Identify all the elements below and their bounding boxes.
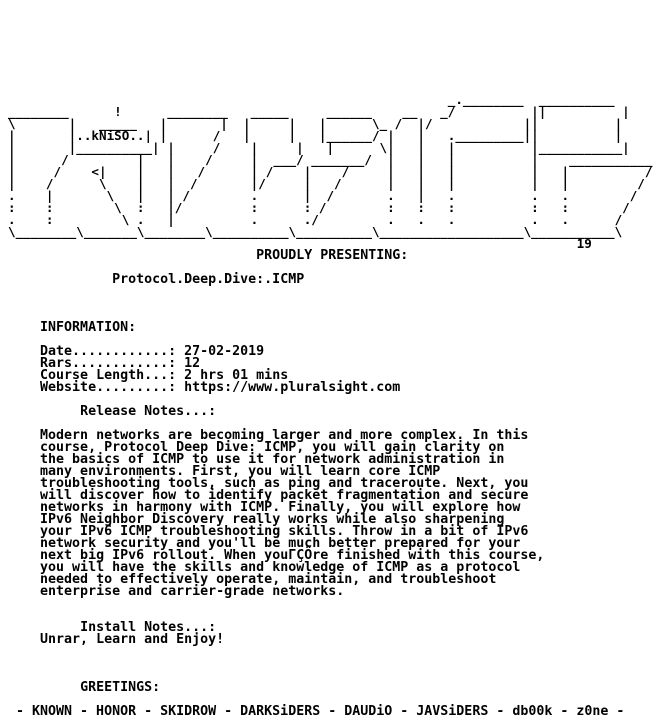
release-notes-line: your IPv6 ICMP troubleshooting skills. Throw in a bit of IPv6: [40, 524, 529, 539]
nfo-text: [8, 94, 652, 718]
info-website: Website.........: https://www.pluralsight.com: [40, 380, 401, 395]
release-notes-line: enterprise and carrier-grade networks.: [40, 584, 345, 599]
blank-line: [8, 298, 652, 310]
ascii-art-line: . : \ . | . ./ . . . . . /: [8, 212, 623, 227]
ascii-art-line: | |..kNiSO..| | / | | |______/ | | ._________|| |: [8, 128, 623, 143]
ascii-art-line: | / | | / | ___/ _______/ | | | | ___________: [8, 152, 653, 167]
greetings-groups: - KNOWN - HONOR - SKIDROW - DARKSiDERS - DAUDiO - JAVSiDERS - db00k - z0ne -: [8, 704, 625, 719]
ascii-art-line: _.________ __________: [8, 92, 615, 107]
ascii-art-line: ________ ! ________ _____ ______ __ _/ || |: [8, 104, 630, 119]
ascii-art-line: | / <| | | / | / | / | | | | | /: [8, 164, 653, 179]
information-heading: INFORMATION:: [40, 320, 137, 335]
release-notes-line: will discover how to identify packet fragmentation and secure: [40, 488, 529, 503]
blank-line: [8, 646, 652, 658]
presenting-heading: PROUDLY PRESENTING:: [256, 248, 409, 263]
release-notes-line: the basics of ICMP to use it for network administration in: [40, 452, 505, 467]
install-notes-heading: Install Notes...:: [80, 620, 217, 635]
blank-line: [8, 598, 652, 610]
release-notes-line: networks in harmony with ICMP. Finally, you will explore how: [40, 500, 521, 515]
blank-line: [8, 286, 652, 298]
greetings-heading: GREETINGS:: [80, 680, 161, 695]
release-notes-heading: Release Notes...:: [80, 404, 217, 419]
ascii-art-line: . | \ | | / . | / . | . . . /: [8, 188, 638, 203]
release-title: Protocol.Deep.Dive:.ICMP: [112, 272, 305, 287]
info-rars: Rars............: 12: [40, 356, 201, 371]
release-notes-line: needed to effectively operate, maintain, and troubleshoot: [40, 572, 497, 587]
install-notes-text: Unrar, Learn and Enjoy!: [40, 632, 225, 647]
release-notes-line: many environments. First, you will learn core ICMP: [40, 464, 441, 479]
ascii-art-line: \________\_______\________\__________\__________\___________________\___________\: [8, 224, 623, 239]
info-date: Date............: 27-02-2019: [40, 344, 265, 359]
release-notes-line: network security and you'll be much better prepared for your: [40, 536, 521, 551]
ascii-art-line: : : \ : |/ : : / : : : : : /: [8, 200, 630, 215]
release-notes-line: Modern networks are becoming larger and more complex. In this: [40, 428, 529, 443]
ascii-art-line: | |__________| | / | | | \| | | |___________|: [8, 140, 630, 155]
ascii-art-line: | / \ | | / |/ | / | | | | | /: [8, 176, 645, 191]
ascii-art-line: 19: [8, 236, 592, 251]
release-notes-line: next big IPv6 rollout. When youΓÇÖre finished with this course,: [40, 548, 545, 563]
ascii-art-line: \ | _____ | | | | | \_ / |/ || |: [8, 116, 623, 131]
release-notes-line: course, Protocol Deep Dive: ICMP, you will gain clarity on: [40, 440, 505, 455]
blank-line: [8, 658, 652, 670]
release-notes-line: troubleshooting tools, such as ping and traceroute. Next, you: [40, 476, 529, 491]
release-notes-line: IPv6 Neighbor Discovery really works while also sharpening: [40, 512, 505, 527]
info-course-length: Course Length...: 2 hrs 01 mins: [40, 368, 289, 383]
release-notes-line: you will have the skills and knowledge of ICMP as a protocol: [40, 560, 521, 575]
